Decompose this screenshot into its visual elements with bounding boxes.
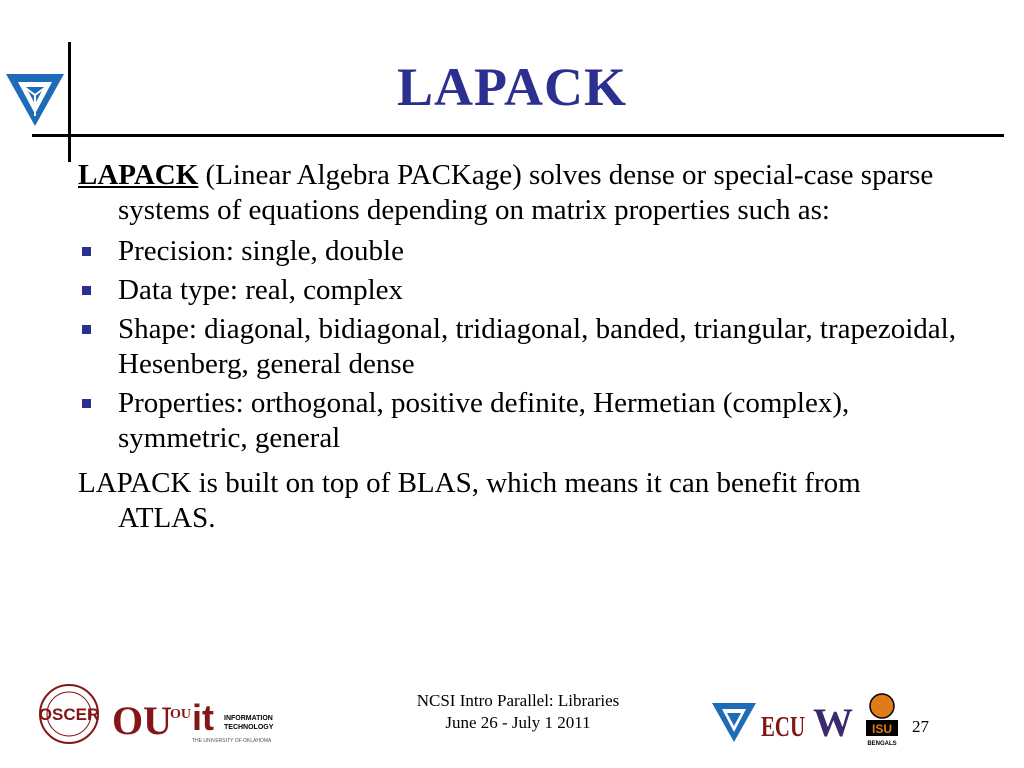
square-bullet-icon bbox=[82, 286, 91, 295]
property-list bbox=[78, 234, 958, 456]
bengals-logo-text: BENGALS bbox=[867, 741, 897, 747]
square-bullet-icon bbox=[82, 325, 91, 334]
closing-paragraph: LAPACK is built on top of BLAS, which means it can benefit from ATLAS. bbox=[78, 467, 861, 534]
square-bullet-icon bbox=[82, 247, 91, 256]
oscer-logo-text: OSCER bbox=[38, 705, 100, 724]
footer-caption bbox=[380, 690, 656, 734]
w-logo-text: W bbox=[813, 700, 853, 745]
ou-it-logo bbox=[168, 690, 288, 746]
ou-it-small-text: OU bbox=[170, 707, 191, 722]
isu-logo-text: ISU bbox=[871, 722, 893, 736]
ecu-logo-text: ECU bbox=[761, 712, 805, 743]
list-item: Shape: diagonal, bidiagonal, tridiagonal, banded, triangular, trapezoidal, Hesenberg, general dense bbox=[78, 312, 958, 382]
horizontal-rule bbox=[32, 134, 1004, 137]
page-number: 27 bbox=[912, 717, 929, 736]
oscer-logo bbox=[22, 683, 116, 745]
intro-text: (Linear Algebra PACKage) solves dense or special-case sparse systems of equations depending on matrix properties such as: bbox=[118, 159, 934, 226]
intro-paragraph bbox=[78, 158, 958, 228]
slide-body bbox=[78, 158, 958, 536]
ou-it-line2-text: TECHNOLOGY bbox=[224, 724, 274, 731]
intro-term: LAPACK bbox=[78, 159, 199, 191]
isu-bengals-logo bbox=[862, 690, 902, 748]
list-item: Precision: single, double bbox=[78, 234, 958, 269]
triangle-logo-small-icon bbox=[710, 700, 758, 744]
footer-line-1: NCSI Intro Parallel: Libraries bbox=[416, 691, 620, 710]
ou-it-line3-text: THE UNIVERSITY OF OKLAHOMA bbox=[192, 738, 272, 744]
list-item: Properties: orthogonal, positive definite, Hermetian (complex), symmetric, general bbox=[78, 386, 958, 456]
ou-it-mark-text: it bbox=[192, 697, 214, 738]
square-bullet-icon bbox=[82, 399, 91, 408]
ecu-logo bbox=[760, 700, 806, 744]
ou-it-line1-text: INFORMATION bbox=[224, 715, 273, 722]
slide-title: LAPACK bbox=[397, 57, 627, 117]
w-logo bbox=[806, 698, 860, 744]
ou-logo-text: OU bbox=[112, 698, 172, 743]
list-item: Data type: real, complex bbox=[78, 273, 958, 308]
footer-line-2: June 26 - July 1 2011 bbox=[445, 713, 591, 732]
ou-logo bbox=[112, 684, 172, 746]
